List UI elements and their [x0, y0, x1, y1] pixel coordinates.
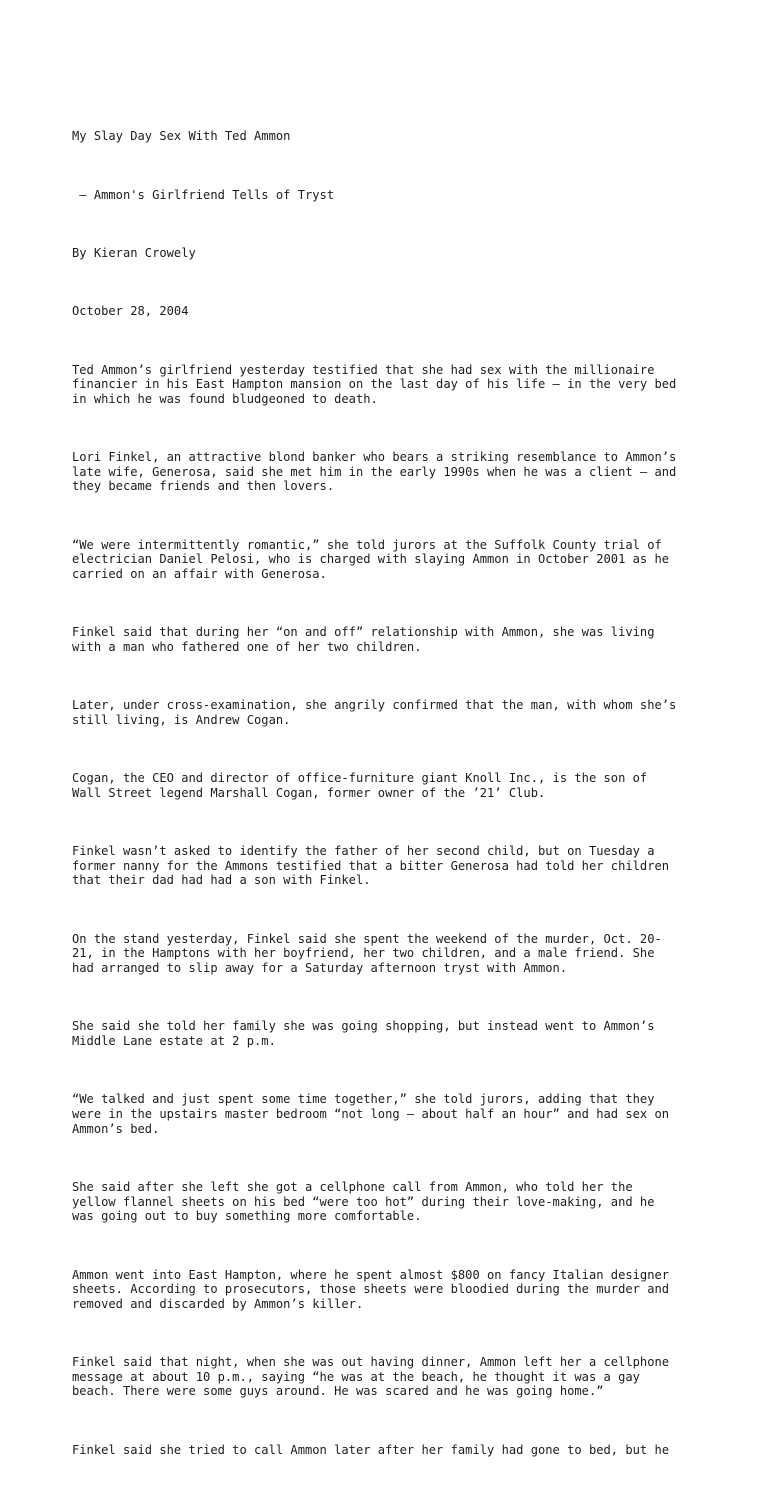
paragraph: She said she told her family she was going shopping, but instead went to Ammon’s Middle Lane estate at 2 p.m. — [72, 1019, 655, 1048]
paragraph: Finkel said she tried to call Ammon later after her family had gone to bed, but he — [72, 1442, 670, 1457]
paragraph: “We talked and just spent some time together,” she told jurors, adding that they were in the upstairs master bedroom “not long – about half an hour” and had sex on Ammon’s bed. — [72, 1092, 670, 1136]
document-page — [72, 100, 712, 1486]
article-byline: By Kieran Crowely — [72, 245, 196, 260]
paragraph: “We were intermittently romantic,” she told jurors at the Suffolk County trial of electrician Daniel Pelosi, who is charged with slaying Ammon in October 2001 as he carried on an affair with Generosa. — [72, 537, 670, 581]
paragraph: Finkel said that night, when she was out having dinner, Ammon left her a cellphone message at about 10 p.m., saying “he was at the beach, he thought it was a gay beach. There were some guys around. He was scared and he was going home.” — [72, 1355, 670, 1399]
paragraph: She said after she left she got a cellphone call from Ammon, who told her the yellow flannel sheets on his bed “were too hot” during their love-making, and he was going out to buy something more comfortable. — [72, 1179, 655, 1224]
paragraph: Cogan, the CEO and director of office-furniture giant Knoll Inc., is the son of Wall Street legend Marshall Cogan, former owner of the ’21’ Club. — [72, 771, 648, 800]
paragraph: Finkel said that during her “on and off” relationship with Ammon, she was living with a man who fathered one of her two children. — [72, 625, 655, 654]
article-subtitle: – Ammon's Girlfriend Tells of Tryst — [72, 187, 335, 202]
paragraph: Ammon went into East Hampton, where he spent almost $800 on fancy Italian designer sheets. According to prosecutors, those sheets were bloodied during the murder and removed and discarded by Ammon’s killer. — [72, 1267, 670, 1311]
paragraph: Lori Finkel, an attractive blond banker who bears a striking resemblance to Ammon’s late wife, Generosa, said she met him in the early 1990s when he was a client – and they became friends and then lovers. — [72, 450, 677, 494]
paragraph: Later, under cross-examination, she angrily confirmed that the man, with whom she’s still living, is Andrew Cogan. — [72, 698, 677, 727]
paragraph: On the stand yesterday, Finkel said she spent the weekend of the murder, Oct. 20- 21, in the Hamptons with her boyfriend, her two children, and a male friend. She had arranged to slip away for a Saturday afternoon tryst with Ammon. — [72, 931, 662, 976]
article-date: October 28, 2004 — [72, 304, 189, 319]
paragraph: Ted Ammon’s girlfriend yesterday testified that she had sex with the millionaire financier in his East Hampton mansion on the last day of his life – in the very bed in which he was found bludgeoned to death. — [72, 362, 677, 406]
paragraph: Finkel wasn’t asked to identify the father of her second child, but on Tuesday a former nanny for the Ammons testified that a bitter Generosa had told her children that their dad had had a son with Finkel. — [72, 844, 670, 888]
article-title: My Slay Day Sex With Ted Ammon — [72, 129, 291, 144]
